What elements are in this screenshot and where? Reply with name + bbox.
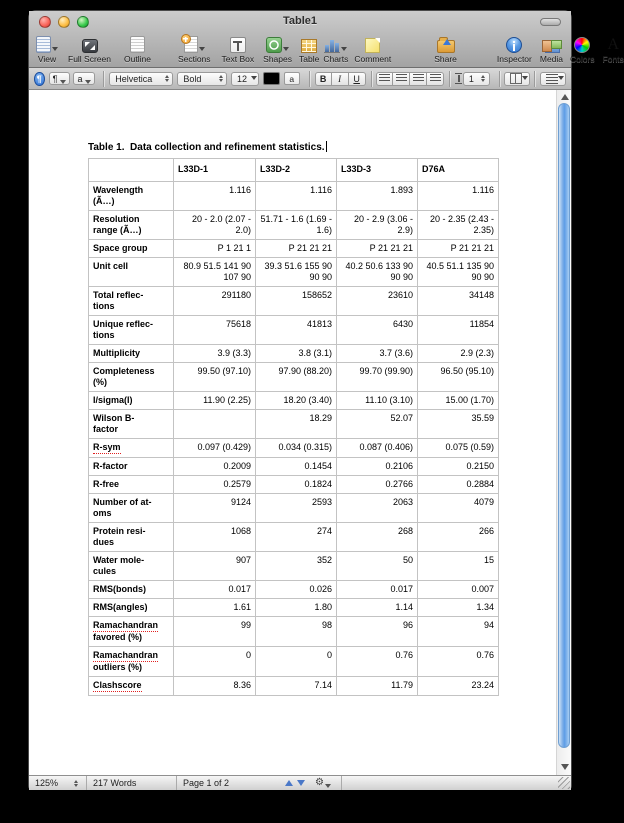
document-area bbox=[29, 90, 571, 775]
text-color-well[interactable] bbox=[263, 72, 279, 85]
full-screen-button[interactable]: Full Screen bbox=[68, 34, 111, 64]
row-label-cell[interactable] bbox=[89, 677, 174, 696]
table-row bbox=[89, 647, 499, 677]
table-cell[interactable]: 23.24 bbox=[418, 677, 499, 696]
previous-page-icon[interactable] bbox=[285, 780, 293, 786]
table-cell[interactable]: 1.34 bbox=[418, 599, 499, 617]
line-spacing-icon bbox=[455, 73, 461, 84]
table-cell[interactable]: 1.116 bbox=[174, 182, 256, 211]
table-cell[interactable]: 1.80 bbox=[256, 599, 337, 617]
columns-dropdown[interactable] bbox=[504, 72, 530, 86]
table-cell[interactable]: 907 bbox=[174, 552, 256, 581]
table-row bbox=[89, 439, 499, 458]
font-size-select[interactable]: 12 bbox=[231, 72, 259, 86]
table-row bbox=[89, 599, 499, 617]
table-row bbox=[89, 410, 499, 439]
columns-icon bbox=[510, 73, 522, 84]
table-caption[interactable]: Table 1. Data collection and refinement statistics. bbox=[88, 142, 325, 153]
table-cell[interactable]: 99.70 (99.90) bbox=[337, 363, 418, 392]
stats-table bbox=[88, 158, 499, 696]
row-label-cell[interactable] bbox=[89, 617, 174, 647]
chevron-down-icon bbox=[52, 47, 58, 51]
table-cell[interactable]: 7.14 bbox=[256, 677, 337, 696]
table-cell[interactable]: P 21 21 21 bbox=[256, 240, 337, 258]
table-button[interactable]: Table bbox=[299, 34, 319, 64]
colors-icon bbox=[574, 37, 590, 53]
table-cell[interactable]: 52.07 bbox=[337, 410, 418, 439]
row-label-cell[interactable] bbox=[89, 439, 174, 458]
font-family-select[interactable]: Helvetica bbox=[109, 72, 173, 86]
charts-icon bbox=[324, 38, 340, 53]
list-icon bbox=[546, 74, 558, 84]
table-cell[interactable]: 9124 bbox=[174, 494, 256, 523]
highlight-color-well[interactable]: a bbox=[284, 72, 300, 85]
table-cell[interactable]: 0.76 bbox=[418, 647, 499, 677]
table-row bbox=[89, 581, 499, 599]
table-cell[interactable]: 0.007 bbox=[418, 581, 499, 599]
table-cell[interactable]: 2.9 (2.3) bbox=[418, 345, 499, 363]
table-row bbox=[89, 523, 499, 552]
chevron-down-icon bbox=[60, 80, 66, 84]
table-header-row bbox=[89, 159, 499, 182]
table-cell[interactable]: 1.893 bbox=[337, 182, 418, 211]
table-cell[interactable]: 0.2009 bbox=[174, 458, 256, 476]
table-cell[interactable]: 96 bbox=[337, 617, 418, 647]
table-cell[interactable]: 11.90 (2.25) bbox=[174, 392, 256, 410]
table-cell[interactable]: 0.017 bbox=[174, 581, 256, 599]
table-cell[interactable]: 15 bbox=[418, 552, 499, 581]
table-cell[interactable]: 0.2884 bbox=[418, 476, 499, 494]
table-cell[interactable]: P 21 21 21 bbox=[418, 240, 499, 258]
table-header-cell[interactable]: L33D-1 bbox=[174, 159, 256, 182]
label-line: oms bbox=[93, 508, 112, 518]
media-icon bbox=[545, 42, 560, 53]
label-line: Total reflec- bbox=[93, 290, 144, 300]
window-chrome bbox=[29, 11, 624, 68]
table-cell[interactable]: 39.3 51.6 155 90 90 90 bbox=[256, 258, 337, 287]
divider bbox=[103, 71, 104, 87]
row-label-cell[interactable] bbox=[89, 410, 174, 439]
table-cell[interactable]: P 1 21 1 bbox=[174, 240, 256, 258]
table-cell[interactable]: 274 bbox=[256, 523, 337, 552]
sections-button[interactable]: Sections bbox=[178, 34, 211, 64]
table-cell[interactable]: 3.7 (3.6) bbox=[337, 345, 418, 363]
outline-icon bbox=[130, 36, 145, 53]
table-cell[interactable]: 20 - 2.9 (3.06 - 2.9) bbox=[337, 211, 418, 240]
table-row bbox=[89, 258, 499, 287]
table-cell[interactable]: 0.087 (0.406) bbox=[337, 439, 418, 458]
outline-button[interactable]: Outline bbox=[124, 34, 151, 64]
row-label-cell[interactable] bbox=[89, 599, 174, 617]
row-label-cell[interactable] bbox=[89, 523, 174, 552]
table-row bbox=[89, 316, 499, 345]
table-row bbox=[89, 617, 499, 647]
media-button[interactable]: Media bbox=[540, 34, 563, 64]
page-indicator[interactable]: Page 1 of 2 bbox=[183, 778, 230, 788]
label-line: Space group bbox=[93, 243, 148, 253]
textbox-icon bbox=[230, 37, 246, 53]
page-navigation bbox=[279, 776, 348, 790]
row-label-cell[interactable] bbox=[89, 316, 174, 345]
underline-button[interactable]: U bbox=[349, 72, 366, 86]
paragraph-styles-icon[interactable]: ¶ bbox=[34, 72, 45, 86]
text-cursor bbox=[326, 141, 327, 152]
italic-button[interactable]: I bbox=[332, 72, 349, 86]
align-justify-button[interactable] bbox=[427, 72, 444, 86]
table-row bbox=[89, 345, 499, 363]
table-cell[interactable]: 97.90 (88.20) bbox=[256, 363, 337, 392]
toolbar-toggle-button[interactable] bbox=[540, 18, 561, 26]
label-line: favored (%) bbox=[93, 632, 143, 642]
zoom-control[interactable] bbox=[29, 776, 87, 790]
align-left-icon bbox=[379, 74, 390, 83]
table-cell[interactable]: 96.50 (95.10) bbox=[418, 363, 499, 392]
table-cell[interactable]: 158652 bbox=[256, 287, 337, 316]
table-cell[interactable]: 23610 bbox=[337, 287, 418, 316]
label-line: (Ã…) bbox=[93, 196, 115, 206]
table-icon bbox=[301, 39, 317, 53]
row-label-cell[interactable] bbox=[89, 258, 174, 287]
sections-icon bbox=[184, 36, 198, 53]
label-line: tions bbox=[93, 330, 115, 340]
scroll-down-arrow-icon[interactable] bbox=[561, 764, 569, 770]
window-title: Table1 bbox=[282, 15, 318, 27]
table-cell[interactable]: 40.5 51.1 135 90 90 90 bbox=[418, 258, 499, 287]
pages-window bbox=[28, 10, 624, 790]
page[interactable] bbox=[29, 90, 556, 775]
scroll-up-arrow-icon[interactable] bbox=[561, 94, 569, 100]
label-line: Protein resi- bbox=[93, 526, 146, 536]
table-cell[interactable]: 20 - 2.0 (2.07 - 2.0) bbox=[174, 211, 256, 240]
row-label-cell[interactable] bbox=[89, 182, 174, 211]
label-line: outliers (%) bbox=[93, 662, 143, 672]
row-label-cell[interactable] bbox=[89, 211, 174, 240]
format-bar bbox=[29, 68, 571, 90]
shapes-icon bbox=[266, 37, 282, 53]
table-cell[interactable]: 1.116 bbox=[256, 182, 337, 211]
table-cell[interactable]: 35.59 bbox=[418, 410, 499, 439]
row-label-cell[interactable] bbox=[89, 458, 174, 476]
chevron-down-icon bbox=[199, 47, 205, 51]
titlebar[interactable] bbox=[29, 11, 571, 32]
label-line: Unit cell bbox=[93, 261, 129, 271]
align-right-icon bbox=[413, 74, 424, 83]
table-cell[interactable]: 0 bbox=[256, 647, 337, 677]
alignment-group bbox=[376, 72, 444, 86]
text-style-group bbox=[315, 72, 366, 86]
stepper-icon bbox=[216, 73, 225, 85]
character-style-dropdown[interactable]: a bbox=[73, 72, 95, 85]
label-line: Multiplicity bbox=[93, 348, 140, 358]
table-cell[interactable]: 4079 bbox=[418, 494, 499, 523]
shapes-button[interactable]: Shapes bbox=[263, 34, 292, 64]
row-label-cell[interactable] bbox=[89, 240, 174, 258]
divider bbox=[534, 71, 535, 87]
table-cell[interactable]: 352 bbox=[256, 552, 337, 581]
table-cell[interactable]: 15.00 (1.70) bbox=[418, 392, 499, 410]
table-cell[interactable]: 0.026 bbox=[256, 581, 337, 599]
next-page-icon[interactable] bbox=[297, 780, 305, 786]
table-cell[interactable]: 94 bbox=[418, 617, 499, 647]
label-line: dues bbox=[93, 537, 115, 547]
divider bbox=[499, 71, 500, 87]
table-row bbox=[89, 476, 499, 494]
table-row bbox=[89, 363, 499, 392]
table-cell[interactable]: 11854 bbox=[418, 316, 499, 345]
fonts-icon: A bbox=[607, 36, 619, 53]
paragraph-style-dropdown[interactable]: ¶ bbox=[49, 72, 71, 85]
table-row bbox=[89, 552, 499, 581]
label-line: R-free bbox=[93, 479, 120, 489]
table-cell[interactable]: 0.76 bbox=[337, 647, 418, 677]
divider bbox=[371, 71, 372, 87]
chevron-down-icon bbox=[341, 47, 347, 51]
align-center-button[interactable] bbox=[393, 72, 410, 86]
table-row bbox=[89, 494, 499, 523]
table-cell[interactable]: 41813 bbox=[256, 316, 337, 345]
row-label-cell[interactable] bbox=[89, 494, 174, 523]
list-style-dropdown[interactable] bbox=[540, 72, 566, 86]
table-cell[interactable]: P 21 21 21 bbox=[337, 240, 418, 258]
label-line: cules bbox=[93, 566, 117, 576]
table-cell[interactable]: 1068 bbox=[174, 523, 256, 552]
label-line: (%) bbox=[93, 377, 107, 387]
table-cell[interactable]: 51.71 - 1.6 (1.69 - 1.6) bbox=[256, 211, 337, 240]
comment-button[interactable]: Comment bbox=[354, 34, 391, 64]
table-cell[interactable] bbox=[174, 410, 256, 439]
label-line: Wavelength bbox=[93, 185, 144, 195]
stepper-icon bbox=[71, 777, 80, 789]
fullscreen-icon bbox=[82, 39, 98, 53]
scrollbar-thumb[interactable] bbox=[558, 103, 570, 748]
misspelled-word: Clashscore bbox=[93, 680, 142, 690]
table-cell[interactable]: 0.097 (0.429) bbox=[174, 439, 256, 458]
table-cell[interactable]: 99.50 (97.10) bbox=[174, 363, 256, 392]
table-cell[interactable]: 11.10 (3.10) bbox=[337, 392, 418, 410]
misspelled-word: R-sym bbox=[93, 442, 121, 452]
table-cell[interactable]: 40.2 50.6 133 90 90 90 bbox=[337, 258, 418, 287]
table-row bbox=[89, 458, 499, 476]
chevron-down-icon bbox=[558, 76, 564, 80]
table-cell[interactable]: 6430 bbox=[337, 316, 418, 345]
table-row bbox=[89, 211, 499, 240]
view-icon bbox=[36, 36, 51, 53]
stepper-icon bbox=[162, 73, 171, 85]
charts-button[interactable]: Charts bbox=[323, 34, 348, 64]
text-box-button[interactable]: Text Box bbox=[222, 34, 255, 64]
view-button[interactable]: View bbox=[36, 34, 58, 64]
table-cell[interactable]: 1.61 bbox=[174, 599, 256, 617]
typeface-select[interactable]: Bold bbox=[177, 72, 227, 86]
status-bar bbox=[29, 775, 571, 790]
word-count[interactable]: 217 Words bbox=[87, 776, 177, 790]
table-row bbox=[89, 287, 499, 316]
table-cell[interactable]: 18.20 (3.40) bbox=[256, 392, 337, 410]
row-label-cell[interactable] bbox=[89, 392, 174, 410]
vertical-scrollbar[interactable] bbox=[556, 90, 571, 775]
table-cell[interactable]: 0 bbox=[174, 647, 256, 677]
zoom-level: 125% bbox=[35, 778, 59, 788]
row-label-cell[interactable] bbox=[89, 345, 174, 363]
table-cell[interactable]: 99 bbox=[174, 617, 256, 647]
colors-button[interactable]: Colors bbox=[570, 34, 595, 64]
label-line: R-factor bbox=[93, 461, 128, 471]
table-cell[interactable]: 80.9 51.5 141 90 107 90 bbox=[174, 258, 256, 287]
row-label-cell[interactable] bbox=[89, 287, 174, 316]
chevron-down-icon bbox=[522, 76, 528, 80]
row-label-cell[interactable] bbox=[89, 647, 174, 677]
table-cell[interactable]: 1.14 bbox=[337, 599, 418, 617]
toolbar bbox=[29, 32, 624, 67]
table-cell[interactable]: 3.8 (3.1) bbox=[256, 345, 337, 363]
table-header-cell[interactable] bbox=[89, 159, 174, 182]
chevron-down-icon bbox=[325, 784, 331, 788]
table-cell[interactable]: 2063 bbox=[337, 494, 418, 523]
table-cell[interactable]: 50 bbox=[337, 552, 418, 581]
share-button[interactable]: Share bbox=[434, 34, 457, 64]
table-row bbox=[89, 182, 499, 211]
table-cell[interactable]: 0.1454 bbox=[256, 458, 337, 476]
resize-grip[interactable] bbox=[558, 777, 570, 789]
stepper-icon bbox=[479, 73, 488, 85]
label-line: factor bbox=[93, 424, 119, 434]
label-line: RMS(angles) bbox=[93, 602, 148, 612]
table-cell[interactable]: 98 bbox=[256, 617, 337, 647]
row-label-cell[interactable] bbox=[89, 552, 174, 581]
align-justify-icon bbox=[430, 74, 441, 83]
label-line: Wilson B- bbox=[93, 413, 135, 423]
chevron-down-icon bbox=[283, 47, 289, 51]
label-line: range (Ã…) bbox=[93, 225, 142, 235]
chevron-down-icon bbox=[85, 80, 91, 84]
table-cell[interactable]: 1.116 bbox=[418, 182, 499, 211]
table-cell[interactable]: 20 - 2.35 (2.43 - 2.35) bbox=[418, 211, 499, 240]
inspector-icon bbox=[506, 37, 522, 53]
table-cell[interactable]: 0.2579 bbox=[174, 476, 256, 494]
inspector-button[interactable]: Inspector bbox=[497, 34, 532, 64]
label-line: Completeness bbox=[93, 366, 155, 376]
label-line: Unique reflec- bbox=[93, 319, 154, 329]
table-cell[interactable]: 291180 bbox=[174, 287, 256, 316]
table-cell[interactable]: 0.017 bbox=[337, 581, 418, 599]
table-row bbox=[89, 677, 499, 696]
label-line: Number of at- bbox=[93, 497, 152, 507]
table-header-cell[interactable]: L33D-3 bbox=[337, 159, 418, 182]
bold-button[interactable]: B bbox=[315, 72, 332, 86]
row-label-cell[interactable] bbox=[89, 476, 174, 494]
table-cell[interactable]: 2593 bbox=[256, 494, 337, 523]
table-cell[interactable]: 0.2106 bbox=[337, 458, 418, 476]
divider bbox=[309, 71, 310, 87]
table-cell[interactable]: 0.2766 bbox=[337, 476, 418, 494]
align-center-icon bbox=[396, 74, 407, 83]
table-cell[interactable]: 0.075 (0.59) bbox=[418, 439, 499, 458]
table-cell[interactable]: 0.2150 bbox=[418, 458, 499, 476]
table-cell[interactable]: 0.034 (0.315) bbox=[256, 439, 337, 458]
table-cell[interactable]: 266 bbox=[418, 523, 499, 552]
row-label-cell[interactable] bbox=[89, 363, 174, 392]
share-icon bbox=[437, 40, 455, 53]
label-line: tions bbox=[93, 301, 115, 311]
label-line: RMS(bonds) bbox=[93, 584, 146, 594]
label-line: Water mole- bbox=[93, 555, 145, 565]
table-cell[interactable]: 268 bbox=[337, 523, 418, 552]
table-row bbox=[89, 392, 499, 410]
row-label-cell[interactable] bbox=[89, 581, 174, 599]
table-cell[interactable]: 11.79 bbox=[337, 677, 418, 696]
chevron-down-icon bbox=[251, 76, 257, 80]
table-cell[interactable]: 34148 bbox=[418, 287, 499, 316]
table-row bbox=[89, 240, 499, 258]
label-line: Resolution bbox=[93, 214, 140, 224]
table-cell[interactable]: 8.36 bbox=[174, 677, 256, 696]
table-cell[interactable]: 3.9 (3.3) bbox=[174, 345, 256, 363]
table-cell[interactable]: 0.1824 bbox=[256, 476, 337, 494]
misspelled-word: Ramachandran bbox=[93, 650, 159, 660]
misspelled-word: Ramachandran bbox=[93, 620, 159, 630]
divider bbox=[449, 71, 450, 87]
fonts-button[interactable]: A Fonts bbox=[602, 36, 624, 64]
label-line: I/sigma(I) bbox=[93, 395, 133, 405]
table-header-cell[interactable]: D76A bbox=[418, 159, 499, 182]
gear-menu[interactable]: ⚙ bbox=[315, 778, 331, 788]
table-cell[interactable]: 75618 bbox=[174, 316, 256, 345]
line-spacing-select[interactable]: 1 bbox=[463, 72, 490, 86]
divider bbox=[341, 776, 342, 790]
align-right-button[interactable] bbox=[410, 72, 427, 86]
align-left-button[interactable] bbox=[376, 72, 393, 86]
table-cell[interactable]: 18.29 bbox=[256, 410, 337, 439]
comment-icon bbox=[365, 38, 380, 53]
table-header-cell[interactable]: L33D-2 bbox=[256, 159, 337, 182]
